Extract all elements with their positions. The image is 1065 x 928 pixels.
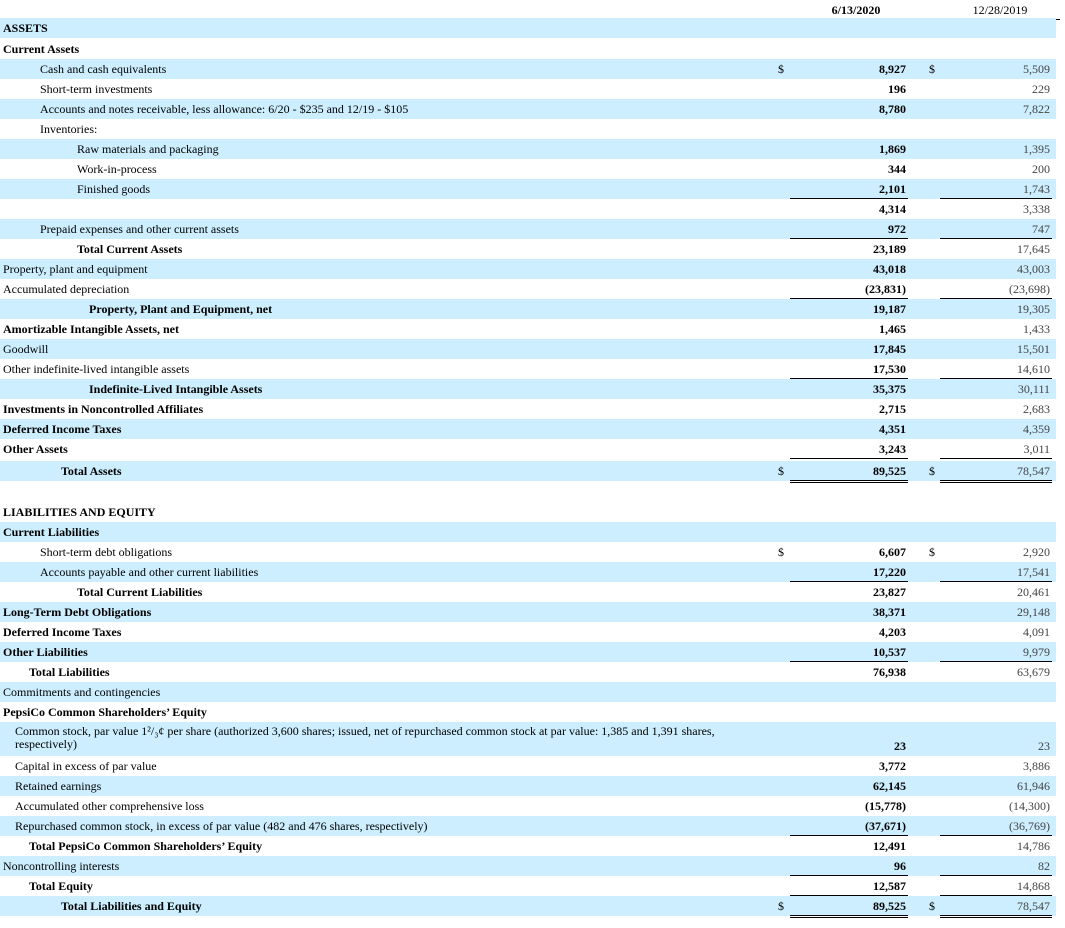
value-prior: 2,683 [1023, 402, 1050, 416]
row-label: Goodwill [3, 342, 49, 356]
row-label: Amortizable Intangible Assets, net [3, 322, 179, 336]
value-prior: 17,645 [1017, 242, 1050, 256]
currency-symbol-current: $ [778, 899, 784, 913]
table-row [0, 502, 1065, 522]
value-current: (37,671) [865, 819, 906, 833]
value-current: 17,530 [873, 362, 906, 376]
value-prior: (14,300) [1009, 799, 1050, 813]
table-row [0, 119, 1065, 139]
row-label: Commitments and contingencies [3, 685, 161, 699]
value-current: 62,145 [873, 779, 906, 793]
value-current: 35,375 [873, 382, 906, 396]
value-current: 89,525 [873, 899, 906, 913]
row-label: Common stock, par value 1²/₃¢ per share (authorized 3,600 shares; issued, net of repurchased common stock at par value: 1,385 and 1,391 shares, respectively) [15, 724, 715, 751]
table-row [0, 461, 1065, 481]
row-label: Raw materials and packaging [77, 142, 219, 156]
row-label: Inventories: [40, 122, 98, 136]
row-label: Total Assets [61, 464, 122, 478]
value-prior: 14,610 [1017, 362, 1050, 376]
value-current: 43,018 [873, 262, 906, 276]
value-current: 96 [894, 859, 906, 873]
row-label: Accounts and notes receivable, less allowance: 6/20 - $235 and 12/19 - $105 [40, 102, 409, 116]
value-current: 38,371 [873, 605, 906, 619]
value-current: 89,525 [873, 464, 906, 478]
table-row [0, 99, 1065, 119]
value-prior: 43,003 [1017, 262, 1050, 276]
row-label: Other Assets [3, 442, 68, 456]
value-prior: 3,338 [1023, 202, 1050, 216]
row-label: Retained earnings [15, 779, 102, 793]
table-row [0, 339, 1065, 359]
value-current: 972 [888, 222, 906, 236]
row-label: Work-in-process [77, 162, 157, 176]
row-label: Total PepsiCo Common Shareholders’ Equity [29, 839, 263, 853]
row-label: Property, Plant and Equipment, net [89, 302, 273, 316]
value-prior: 30,111 [1017, 382, 1050, 396]
value-prior: 29,148 [1017, 605, 1050, 619]
row-label: Capital in excess of par value [15, 759, 157, 773]
value-current: (23,831) [865, 282, 906, 296]
row-label: Total Equity [29, 879, 93, 893]
row-label: Current Liabilities [3, 525, 100, 539]
value-prior: 2,920 [1023, 545, 1050, 559]
value-prior: 17,541 [1017, 565, 1050, 579]
value-prior: 20,461 [1017, 585, 1050, 599]
value-current: 10,537 [873, 645, 906, 659]
table-row [0, 59, 1065, 79]
table-row [0, 39, 1065, 59]
table-row [0, 602, 1065, 622]
table-row [0, 836, 1065, 856]
row-label: Finished goods [77, 182, 151, 196]
value-prior: 4,091 [1023, 625, 1050, 639]
row-shading [0, 18, 1056, 38]
currency-symbol-prior: $ [929, 545, 935, 559]
column-header-prior: 12/28/2019 [972, 3, 1028, 17]
value-prior: 747 [1032, 222, 1050, 236]
value-current: 8,927 [879, 62, 906, 76]
value-prior: (36,769) [1009, 819, 1050, 833]
value-current: (15,778) [865, 799, 906, 813]
table-row [0, 379, 1065, 399]
row-label: Accumulated depreciation [3, 282, 130, 296]
row-label: Investments in Noncontrolled Affiliates [3, 402, 204, 416]
table-row [0, 259, 1065, 279]
currency-symbol-prior: $ [929, 62, 935, 76]
table-row [0, 682, 1065, 702]
total-double-rule [940, 917, 1052, 918]
row-label: Long-Term Debt Obligations [3, 605, 152, 619]
table-row [0, 542, 1065, 562]
value-prior: 61,946 [1017, 779, 1050, 793]
value-prior: 200 [1032, 162, 1050, 176]
value-current: 76,938 [873, 665, 906, 679]
table-row [0, 562, 1065, 582]
row-label: Deferred Income Taxes [3, 422, 122, 436]
total-double-rule [790, 482, 908, 483]
row-label: Other indefinite-lived intangible assets [3, 362, 190, 376]
total-double-rule [790, 917, 908, 918]
subtotal-rule [790, 915, 908, 916]
value-prior: 1,743 [1023, 182, 1050, 196]
row-label: LIABILITIES AND EQUITY [3, 505, 156, 519]
table-row [0, 856, 1065, 876]
subtotal-rule [940, 915, 1052, 916]
value-prior: 63,679 [1017, 665, 1050, 679]
value-current: 19,187 [873, 302, 906, 316]
value-current: 6,607 [879, 545, 906, 559]
value-prior: 23 [1038, 739, 1050, 753]
row-label: Noncontrolling interests [3, 859, 120, 873]
currency-symbol-prior: $ [929, 464, 935, 478]
value-prior: (23,698) [1009, 282, 1050, 296]
table-row [0, 159, 1065, 179]
row-label: ASSETS [3, 21, 48, 35]
row-label: Other Liabilities [3, 645, 88, 659]
row-label: PepsiCo Common Shareholders’ Equity [3, 705, 207, 719]
value-prior: 3,011 [1023, 442, 1050, 456]
value-current: 12,587 [873, 879, 906, 893]
value-current: 4,203 [879, 625, 906, 639]
table-row [0, 896, 1065, 916]
value-current: 1,869 [879, 142, 906, 156]
value-current: 1,465 [879, 322, 906, 336]
value-current: 12,491 [873, 839, 906, 853]
value-current: 2,715 [879, 402, 906, 416]
table-row [0, 796, 1065, 816]
row-label: Indefinite-Lived Intangible Assets [89, 382, 263, 396]
value-prior: 9,979 [1023, 645, 1050, 659]
value-current: 4,314 [879, 202, 906, 216]
table-row [0, 756, 1065, 776]
table-row [0, 279, 1065, 299]
table-row [0, 79, 1065, 99]
table-row [0, 399, 1065, 419]
total-double-rule [940, 482, 1052, 483]
currency-symbol-current: $ [778, 464, 784, 478]
row-label: Total Current Assets [77, 242, 183, 256]
row-label: Current Assets [3, 42, 80, 56]
value-prior: 7,822 [1023, 102, 1050, 116]
row-label: Repurchased common stock, in excess of par value (482 and 476 shares, respectively) [15, 819, 428, 833]
table-row [0, 439, 1065, 459]
currency-symbol-current: $ [778, 62, 784, 76]
subtotal-rule [940, 480, 1052, 481]
row-label: Short-term investments [40, 82, 153, 96]
row-label: Total Liabilities [29, 665, 110, 679]
value-prior: 14,868 [1017, 879, 1050, 893]
table-row [0, 419, 1065, 439]
table-row [0, 776, 1065, 796]
table-row [0, 179, 1065, 199]
value-prior: 19,305 [1017, 302, 1050, 316]
column-header-row [0, 0, 1065, 20]
table-row [0, 139, 1065, 159]
value-prior: 3,886 [1023, 759, 1050, 773]
value-prior: 78,547 [1017, 464, 1050, 478]
table-row [0, 18, 1065, 38]
table-row [0, 722, 1065, 756]
value-prior: 1,395 [1023, 142, 1050, 156]
value-prior: 4,359 [1023, 422, 1050, 436]
row-label: Deferred Income Taxes [3, 625, 122, 639]
table-row [0, 876, 1065, 896]
value-current: 23,189 [873, 242, 906, 256]
row-label: Property, plant and equipment [3, 262, 148, 276]
value-current: 3,772 [879, 759, 906, 773]
subtotal-rule [790, 480, 908, 481]
table-row [0, 219, 1065, 239]
table-row [0, 662, 1065, 682]
value-current: 17,845 [873, 342, 906, 356]
row-shading [0, 522, 1056, 542]
value-current: 344 [888, 162, 906, 176]
table-row [0, 622, 1065, 642]
value-prior: 1,433 [1023, 322, 1050, 336]
table-row [0, 319, 1065, 339]
value-prior: 78,547 [1017, 899, 1050, 913]
subtotal-rule [940, 458, 1052, 459]
value-current: 23 [894, 739, 906, 753]
row-label: Accounts payable and other current liabilities [40, 565, 259, 579]
value-prior: 5,509 [1023, 62, 1050, 76]
value-prior: 15,501 [1017, 342, 1050, 356]
table-row [0, 522, 1065, 542]
table-row [0, 299, 1065, 319]
value-current: 196 [888, 82, 906, 96]
value-prior: 82 [1038, 859, 1050, 873]
currency-symbol-prior: $ [929, 899, 935, 913]
subtotal-rule [790, 458, 908, 459]
column-header-current: 6/13/2020 [831, 3, 881, 17]
value-current: 8,780 [879, 102, 906, 116]
row-label: Total Liabilities and Equity [61, 899, 202, 913]
value-current: 3,243 [879, 442, 906, 456]
row-label: Accumulated other comprehensive loss [15, 799, 204, 813]
row-label: Cash and cash equivalents [40, 62, 167, 76]
table-row [0, 239, 1065, 259]
value-current: 17,220 [873, 565, 906, 579]
table-row [0, 702, 1065, 722]
value-prior: 14,786 [1017, 839, 1050, 853]
value-current: 2,101 [879, 182, 906, 196]
currency-symbol-current: $ [778, 545, 784, 559]
table-row [0, 642, 1065, 662]
row-label: Total Current Liabilities [77, 585, 203, 599]
value-current: 23,827 [873, 585, 906, 599]
value-prior: 229 [1032, 82, 1050, 96]
value-current: 4,351 [879, 422, 906, 436]
row-label: Short-term debt obligations [40, 545, 172, 559]
row-label: Prepaid expenses and other current assets [40, 222, 239, 236]
table-row [0, 582, 1065, 602]
table-row [0, 199, 1065, 219]
table-row [0, 359, 1065, 379]
table-row [0, 816, 1065, 836]
